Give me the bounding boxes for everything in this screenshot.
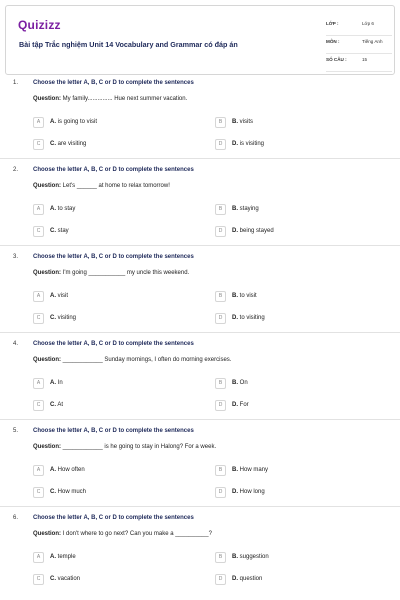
question-number: 5.	[13, 428, 19, 434]
option-prefix: D.	[232, 315, 238, 321]
option-label: In	[56, 380, 63, 386]
option-prefix: C.	[50, 141, 56, 147]
question-text	[33, 270, 189, 276]
question-instruction: Choose the letter A, B, C or D to complete the sentences	[33, 515, 194, 521]
question-body: My family............... Hue next summer vacation.	[61, 96, 188, 102]
option-prefix: B.	[232, 119, 238, 125]
meta-row-count	[326, 54, 392, 72]
option-prefix: C.	[50, 576, 56, 582]
question-instruction: Choose the letter A, B, C or D to complete the sentences	[33, 428, 194, 434]
question-label: Question:	[33, 357, 61, 363]
question-number: 3.	[13, 254, 19, 260]
option-letter-box[interactable]: B	[215, 291, 226, 302]
meta-row-subject	[326, 36, 392, 54]
question-text	[33, 531, 212, 537]
option-prefix: C.	[50, 489, 56, 495]
option-label: How many	[238, 467, 269, 473]
option-prefix: D.	[232, 489, 238, 495]
option-text	[232, 293, 257, 299]
option-text	[232, 402, 249, 408]
option-label: On	[238, 380, 248, 386]
option-prefix: A.	[50, 380, 56, 386]
option-text	[232, 315, 265, 321]
option-text	[232, 141, 264, 147]
option-label: is going to visit	[56, 119, 98, 125]
option-text	[50, 228, 69, 234]
option-label: visit	[56, 293, 68, 299]
option-prefix: C.	[50, 315, 56, 321]
option-letter-box[interactable]: C	[33, 400, 44, 411]
option-prefix: C.	[50, 402, 56, 408]
option-prefix: D.	[232, 228, 238, 234]
option-letter-box[interactable]: D	[215, 400, 226, 411]
option-prefix: D.	[232, 576, 238, 582]
option-letter-box[interactable]: B	[215, 204, 226, 215]
option-prefix: B.	[232, 380, 238, 386]
question-label: Question:	[33, 96, 61, 102]
question-body: I don't where to go next? Can you make a __________?	[61, 531, 212, 537]
option-letter-box[interactable]: A	[33, 204, 44, 215]
option-text	[50, 315, 76, 321]
question-body: ____________ is he going to stay in Halong? For a week.	[61, 444, 217, 450]
question-instruction: Choose the letter A, B, C or D to complete the sentences	[33, 254, 194, 260]
option-text	[50, 576, 80, 582]
option-prefix: A.	[50, 293, 56, 299]
option-letter-box[interactable]: A	[33, 378, 44, 389]
meta-value: Tiếng Anh	[362, 39, 383, 44]
option-label: At	[56, 402, 64, 408]
option-label: vacation	[56, 576, 81, 582]
option-label: stay	[56, 228, 69, 234]
meta-label: SỐ CÂU :	[326, 57, 347, 62]
question-5	[0, 428, 400, 514]
question-number: 2.	[13, 167, 19, 173]
option-text	[232, 228, 274, 234]
meta-label: MÔN :	[326, 39, 340, 44]
question-divider	[0, 158, 400, 159]
option-label: visits	[238, 119, 253, 125]
option-letter-box[interactable]: C	[33, 487, 44, 498]
option-text	[50, 119, 97, 125]
question-body: Let's ______ at home to relax tomorrow!	[61, 183, 170, 189]
option-text	[50, 141, 86, 147]
question-divider	[0, 419, 400, 420]
option-prefix: B.	[232, 554, 238, 560]
question-label: Question:	[33, 270, 61, 276]
option-prefix: B.	[232, 467, 238, 473]
option-text	[232, 554, 269, 560]
option-prefix: B.	[232, 293, 238, 299]
question-body: ____________ Sunday mornings, I often do morning exercises.	[61, 357, 232, 363]
question-instruction: Choose the letter A, B, C or D to complete the sentences	[33, 167, 194, 173]
option-label: visiting	[56, 315, 77, 321]
question-text	[33, 357, 231, 363]
option-text	[50, 293, 68, 299]
question-instruction: Choose the letter A, B, C or D to complete the sentences	[33, 80, 194, 86]
option-label: to stay	[56, 206, 76, 212]
question-6	[0, 515, 400, 600]
option-text	[50, 467, 85, 473]
option-prefix: D.	[232, 141, 238, 147]
option-label: is visiting	[238, 141, 265, 147]
question-number: 6.	[13, 515, 19, 521]
option-letter-box[interactable]: C	[33, 226, 44, 237]
option-text	[50, 402, 63, 408]
option-letter-box[interactable]: B	[215, 117, 226, 128]
question-label: Question:	[33, 183, 61, 189]
option-letter-box[interactable]: D	[215, 139, 226, 150]
option-letter-box[interactable]: C	[33, 139, 44, 150]
meta-label: LỚP :	[326, 21, 339, 26]
question-body: I'm going ___________ my uncle this weekend.	[61, 270, 190, 276]
option-prefix: A.	[50, 467, 56, 473]
question-1	[0, 80, 400, 166]
question-text	[33, 444, 216, 450]
meta-value: 15	[362, 57, 368, 62]
option-letter-box[interactable]: D	[215, 487, 226, 498]
option-label: How long	[238, 489, 265, 495]
option-label: How much	[56, 489, 87, 495]
option-text	[232, 576, 262, 582]
question-label: Question:	[33, 531, 61, 537]
option-text	[232, 206, 259, 212]
option-text	[50, 489, 86, 495]
question-divider	[0, 332, 400, 333]
question-2	[0, 167, 400, 253]
option-prefix: D.	[232, 402, 238, 408]
option-label: being stayed	[238, 228, 274, 234]
option-letter-box[interactable]: C	[33, 574, 44, 585]
question-instruction: Choose the letter A, B, C or D to complete the sentences	[33, 341, 194, 347]
option-text	[232, 380, 248, 386]
option-prefix: A.	[50, 554, 56, 560]
option-label: are visiting	[56, 141, 87, 147]
page-title: Bài tập Trắc nghiệm Unit 14 Vocabulary and Grammar có đáp án	[19, 40, 238, 49]
option-text	[232, 489, 265, 495]
question-4	[0, 341, 400, 427]
option-text	[50, 554, 76, 560]
worksheet-header	[5, 5, 395, 75]
question-3	[0, 254, 400, 340]
question-text	[33, 96, 187, 102]
option-prefix: C.	[50, 228, 56, 234]
question-label: Question:	[33, 444, 61, 450]
option-text	[50, 206, 75, 212]
option-text	[232, 119, 253, 125]
option-letter-box[interactable]: B	[215, 465, 226, 476]
option-prefix: B.	[232, 206, 238, 212]
option-text	[232, 467, 268, 473]
option-text	[50, 380, 63, 386]
option-letter-box[interactable]: A	[33, 291, 44, 302]
option-letter-box[interactable]: C	[33, 313, 44, 324]
quizizz-logo[interactable]: Quizizz	[18, 18, 61, 32]
option-letter-box[interactable]: B	[215, 378, 226, 389]
meta-table	[326, 18, 392, 72]
option-label: suggestion	[238, 554, 269, 560]
option-label: How often	[56, 467, 85, 473]
option-prefix: A.	[50, 206, 56, 212]
question-divider	[0, 245, 400, 246]
option-label: to visit	[238, 293, 257, 299]
option-letter-box[interactable]: D	[215, 313, 226, 324]
option-letter-box[interactable]: A	[33, 117, 44, 128]
question-number: 1.	[13, 80, 19, 86]
option-letter-box[interactable]: A	[33, 552, 44, 563]
option-letter-box[interactable]: A	[33, 465, 44, 476]
meta-row-grade	[326, 18, 392, 36]
option-label: to visiting	[238, 315, 265, 321]
question-number: 4.	[13, 341, 19, 347]
option-label: question	[238, 576, 263, 582]
option-prefix: A.	[50, 119, 56, 125]
meta-value: Lớp 6	[362, 21, 374, 26]
option-label: temple	[56, 554, 76, 560]
question-text	[33, 183, 170, 189]
option-label: staying	[238, 206, 259, 212]
option-letter-box[interactable]: D	[215, 574, 226, 585]
option-letter-box[interactable]: B	[215, 552, 226, 563]
question-divider	[0, 506, 400, 507]
option-label: For	[238, 402, 249, 408]
option-letter-box[interactable]: D	[215, 226, 226, 237]
